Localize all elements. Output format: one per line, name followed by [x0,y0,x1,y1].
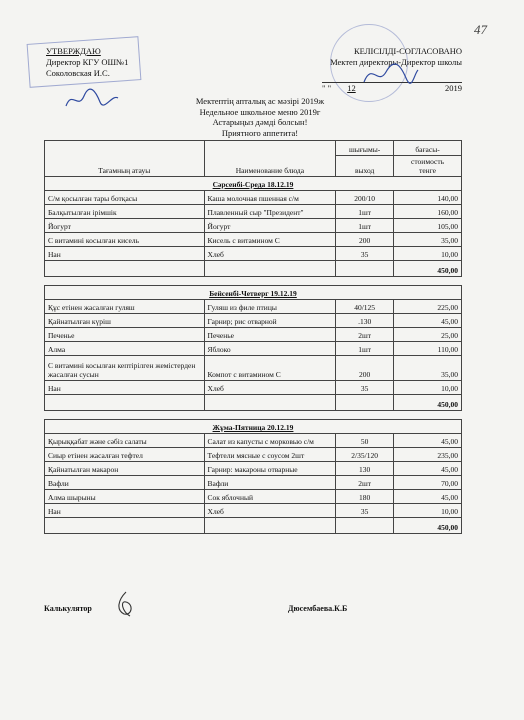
signature-left [62,86,122,112]
dish-price: 45,00 [394,434,462,448]
heading-line-1: Мектептің апталық ас мәзірі 2019ж [195,96,325,106]
menu-item-row [45,191,462,205]
day-title: Сәрсенбі-Среда 18.12.19 [45,177,462,191]
dish-name-kz: Нан [45,504,205,518]
dish-output: 35 [336,381,394,395]
dish-name-kz: Сиыр етінен жасалған тефтел [45,448,205,462]
empty-cell [204,261,336,277]
dish-name-kz: Алма [45,342,205,356]
heading-line-4: Приятного аппетита! [221,127,299,138]
dish-price: 235,00 [394,448,462,462]
dish-name-kz: Балқытылған ірімшік [45,205,205,219]
table-header-row-top [45,141,462,156]
day-title: Бейсенбі-Четверг 19.12.19 [45,286,462,300]
agreement-line-1: Мектеп директоры-Директор школы [330,57,462,67]
dish-price: 160,00 [394,205,462,219]
dish-price: 10,00 [394,504,462,518]
menu-item-row [45,300,462,314]
header-col-kz-label: Тағамның атауы [98,166,151,175]
menu-item-row [45,328,462,342]
page-number: 47 [474,22,487,37]
empty-cell [204,518,336,534]
dish-output: 2шт [336,476,394,490]
dish-name-kz: С витамині косылған кептірілген жемістерден жасалған сусын [45,356,205,381]
footer-calculator-name: Дюсембаева.К.Б [288,604,348,613]
menu-item-row [45,448,462,462]
dish-output: 200 [336,356,394,381]
menu-item-row [45,490,462,504]
dish-name-ru: Хлеб [204,381,336,395]
dish-name-ru: Вафли [204,476,336,490]
dish-output: .130 [336,314,394,328]
dish-price: 35,00 [394,233,462,247]
dish-name-kz: Нан [45,381,205,395]
dish-price: 45,00 [394,490,462,504]
day-total-row [45,395,462,411]
dish-price: 110,00 [394,342,462,356]
dish-output: 130 [336,462,394,476]
header-col-kz [45,141,205,177]
signature-right [360,60,420,90]
empty-cell [204,395,336,411]
day-total: 450,00 [394,518,462,534]
approval-block [46,46,128,79]
dish-output: 40/125 [336,300,394,314]
agreement-date-day: " " [322,83,332,93]
header-col-price-top: бағасы- [394,141,462,156]
dish-name-ru: Тефтели мясные с соусом 2шт [204,448,336,462]
menu-item-row [45,247,462,261]
menu-item-row [45,205,462,219]
menu-heading [150,96,370,138]
dish-name-kz: С/м қосылған тары ботқасы [45,191,205,205]
header-col-ru-label: Наименование блюда [235,166,305,175]
dish-name-kz: Алма шырыны [45,490,205,504]
header-col-output-bottom: выход [336,156,394,177]
dish-output: 2шт [336,328,394,342]
dish-price: 10,00 [394,247,462,261]
dish-name-ru: Кисель с витамином С [204,233,336,247]
dish-output: 35 [336,504,394,518]
dish-name-kz: Қырыққабат және сәбіз салаты [45,434,205,448]
dish-output: 1шт [336,205,394,219]
dish-name-ru: Гарнир: макароны отварные [204,462,336,476]
dish-output: 35 [336,247,394,261]
day-total-row [45,518,462,534]
dish-name-ru: Сок яблочный [204,490,336,504]
dish-price: 140,00 [394,191,462,205]
dish-name-kz: Қайнатылған макарон [45,462,205,476]
empty-cell [336,518,394,534]
dish-output: 1шт [336,219,394,233]
agreement-date-year: 2019 [445,83,462,93]
dish-name-ru: Салат из капусты с морковью с/м [204,434,336,448]
day-total: 450,00 [394,395,462,411]
dish-name-kz: Қайнатылған күріш [45,314,205,328]
dish-name-kz: Йогурт [45,219,205,233]
heading-line-3: Астарыңыз дәмді болсын! [212,117,308,127]
menu-item-row [45,219,462,233]
menu-item-row [45,504,462,518]
dish-name-ru: Гарнир; рис отварной [204,314,336,328]
approval-title: УТВЕРЖДАЮ [46,46,101,56]
dish-name-ru: Плавленный сыр "Президент" [204,205,336,219]
dish-output: 200/10 [336,191,394,205]
spacer-row [45,277,462,286]
header-col-output-top: шығымы- [336,141,394,156]
approval-line-2: Соколовская И.С. [46,68,110,78]
dish-name-kz: Нан [45,247,205,261]
header-col-price-unit: тенге [419,166,437,175]
dish-name-ru: Печенье [204,328,336,342]
menu-item-row [45,356,462,381]
day-total-row [45,261,462,277]
menu-item-row [45,381,462,395]
signature-calculator [112,590,140,618]
dish-price: 25,00 [394,328,462,342]
empty-cell [336,395,394,411]
header-col-ru [204,141,336,177]
empty-cell [45,261,205,277]
dish-price: 10,00 [394,381,462,395]
menu-item-row [45,233,462,247]
dish-name-kz: Печенье [45,328,205,342]
menu-table [44,140,462,534]
empty-cell [45,518,205,534]
dish-name-ru: Гуляш из филе птицы [204,300,336,314]
dish-name-ru: Хлеб [204,247,336,261]
dish-price: 105,00 [394,219,462,233]
day-title-row [45,177,462,191]
spacer-cell [45,411,462,420]
dish-name-ru: Каша молочная пшенная с/м [204,191,336,205]
menu-item-row [45,462,462,476]
spacer-row [45,411,462,420]
dish-price: 35,00 [394,356,462,381]
agreement-title: КЕЛІСІЛДІ-СОГЛАСОВАНО [354,46,462,56]
dish-name-kz: Вафли [45,476,205,490]
menu-item-row [45,342,462,356]
empty-cell [45,395,205,411]
header-col-price-mid: стоимость [411,157,445,166]
spacer-cell [45,277,462,286]
dish-price: 45,00 [394,314,462,328]
day-title-row [45,286,462,300]
dish-name-kz: Құс етінен жасалған гуляш [45,300,205,314]
header-col-price-bottom [394,156,462,177]
agreement-date-month: 12 [347,83,356,93]
approval-line-1: Директор КГУ ОШ№1 [46,57,129,67]
dish-price: 225,00 [394,300,462,314]
day-title-row [45,420,462,434]
dish-name-ru: Компот с витамином С [204,356,336,381]
dish-price: 70,00 [394,476,462,490]
dish-output: 2/35/120 [336,448,394,462]
dish-name-ru: Хлеб [204,504,336,518]
dish-output: 50 [336,434,394,448]
dish-output: 1шт [336,342,394,356]
dish-price: 45,00 [394,462,462,476]
dish-name-kz: С витамині косылған кисель [45,233,205,247]
dish-name-ru: Йогурт [204,219,336,233]
menu-item-row [45,314,462,328]
menu-item-row [45,476,462,490]
menu-item-row [45,434,462,448]
dish-name-ru: Яблоко [204,342,336,356]
dish-output: 200 [336,233,394,247]
dish-output: 180 [336,490,394,504]
empty-cell [336,261,394,277]
day-title: Жұма-Пятница 20.12.19 [45,420,462,434]
day-total: 450,00 [394,261,462,277]
heading-line-2: Недельное школьное меню 2019г [199,106,321,117]
footer-calculator-label: Калькулятор [44,604,92,613]
